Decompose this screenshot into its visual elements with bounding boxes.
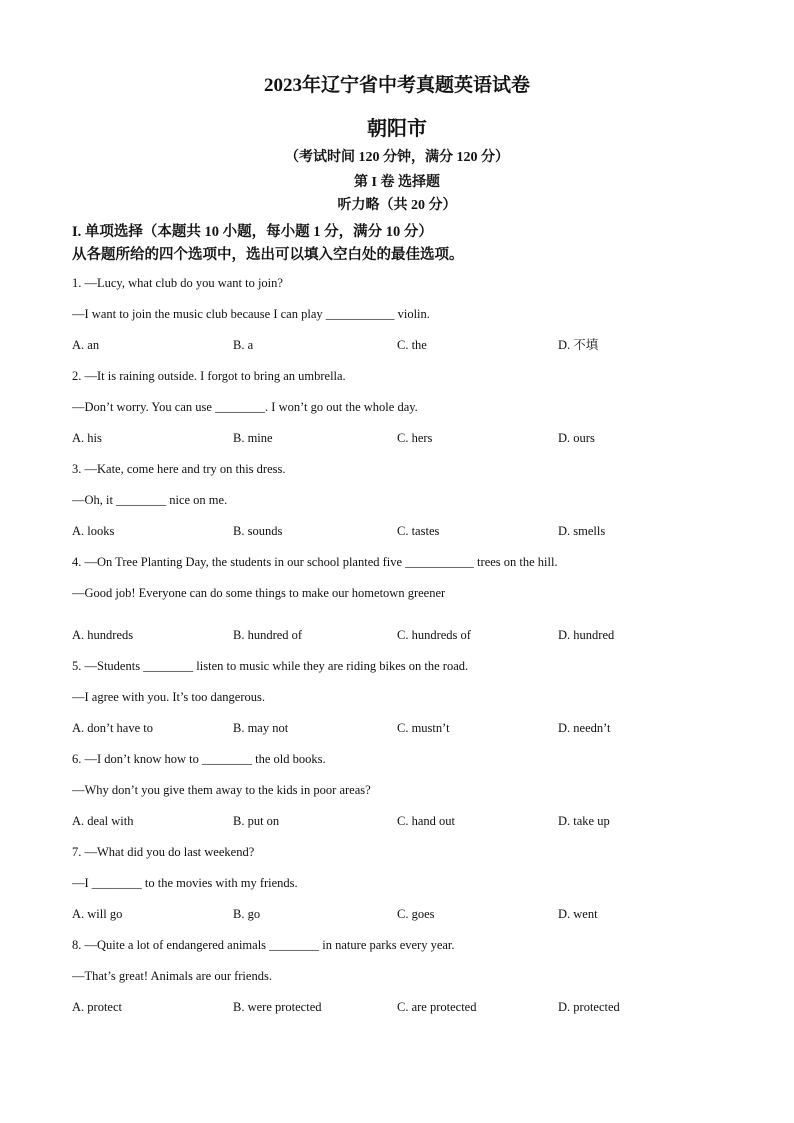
- option-b: B. may not: [233, 721, 289, 735]
- option-d: D. take up: [558, 814, 610, 828]
- option-a: A. hundreds: [72, 628, 134, 642]
- answer-options: [72, 996, 732, 1027]
- question-prompt: 1. —Lucy, what club do you want to join?: [72, 276, 283, 290]
- option-a: A. don’t have to: [72, 721, 154, 735]
- option-b: B. go: [233, 907, 261, 921]
- exam-title: 2023年辽宁省中考真题英语试卷: [263, 75, 530, 96]
- question-item: [72, 934, 732, 1027]
- option-b: B. hundred of: [233, 628, 303, 642]
- question-response: —Don’t worry. You can use ________. I won’t go out the whole day.: [72, 400, 418, 414]
- section-heading: I. 单项选择（本题共 10 小题，每小题 1 分，满分 10 分）: [72, 224, 433, 240]
- answer-options: [72, 810, 732, 841]
- option-c: C. hand out: [397, 814, 455, 828]
- city-heading: 朝阳市: [367, 118, 427, 140]
- option-a: A. deal with: [72, 814, 134, 828]
- question-item: [72, 841, 732, 934]
- question-prompt: 6. —I don’t know how to ________ the old books.: [72, 752, 326, 766]
- option-c: C. mustn’t: [397, 721, 450, 735]
- question-prompt: 7. —What did you do last weekend?: [72, 845, 255, 859]
- option-b: B. put on: [233, 814, 280, 828]
- question-response: —I agree with you. It’s too dangerous.: [72, 690, 266, 704]
- option-d: D. hundred: [558, 628, 615, 642]
- question-item: [72, 655, 732, 748]
- question-prompt: 8. —Quite a lot of endangered animals ________ in nature parks every year.: [72, 938, 455, 952]
- option-d: D. protected: [558, 1000, 620, 1014]
- question-item: [72, 458, 732, 551]
- answer-options: [72, 717, 732, 748]
- option-a: A. looks: [72, 524, 115, 538]
- option-c: C. goes: [397, 907, 435, 921]
- volume-heading: 第 I 卷 选择题: [354, 175, 440, 190]
- question-prompt: 2. —It is raining outside. I forgot to bring an umbrella.: [72, 369, 346, 383]
- question-response: —I want to join the music club because I can play ___________ violin.: [72, 307, 430, 321]
- option-c: C. hundreds of: [397, 628, 471, 642]
- question-item: [72, 365, 732, 458]
- answer-options: [72, 427, 732, 458]
- question-list: [72, 272, 732, 1027]
- option-b: B. sounds: [233, 524, 283, 538]
- option-d: D. 不填: [558, 338, 599, 352]
- option-a: A. his: [72, 431, 102, 445]
- question-response: —Why don’t you give them away to the kids in poor areas?: [72, 783, 371, 797]
- option-d: D. went: [558, 907, 598, 921]
- answer-options: [72, 903, 732, 934]
- option-a: A. protect: [72, 1000, 122, 1014]
- question-item: [72, 272, 732, 365]
- question-item: [72, 748, 732, 841]
- option-c: C. tastes: [397, 524, 440, 538]
- listening-note: 听力略（共 20 分）: [337, 198, 457, 213]
- option-d: D. ours: [558, 431, 595, 445]
- option-b: B. were protected: [233, 1000, 322, 1014]
- answer-options: [72, 520, 732, 551]
- answer-options: [72, 624, 732, 655]
- answer-options: [72, 334, 732, 365]
- question-prompt: 3. —Kate, come here and try on this dress.: [72, 462, 286, 476]
- option-c: C. are protected: [397, 1000, 477, 1014]
- option-a: A. an: [72, 338, 100, 352]
- question-response: —I ________ to the movies with my friends.: [72, 876, 298, 890]
- question-prompt: 5. —Students ________ listen to music while they are riding bikes on the road.: [72, 659, 469, 673]
- option-c: C. hers: [397, 431, 433, 445]
- question-response: —Good job! Everyone can do some things to make our hometown greener: [72, 586, 446, 600]
- section-instruction: 从各题所给的四个选项中，选出可以填入空白处的最佳选项。: [72, 247, 464, 263]
- option-d: D. smells: [558, 524, 606, 538]
- option-b: B. mine: [233, 431, 273, 445]
- option-c: C. the: [397, 338, 427, 352]
- question-prompt: 4. —On Tree Planting Day, the students in our school planted five ___________ trees on the hill.: [72, 555, 558, 569]
- option-d: D. needn’t: [558, 721, 611, 735]
- question-response: —That’s great! Animals are our friends.: [72, 969, 272, 983]
- question-response: —Oh, it ________ nice on me.: [72, 493, 228, 507]
- option-b: B. a: [233, 338, 254, 352]
- exam-info: （考试时间 120 分钟，满分 120 分）: [285, 150, 509, 165]
- question-item: [72, 551, 732, 655]
- option-a: A. will go: [72, 907, 123, 921]
